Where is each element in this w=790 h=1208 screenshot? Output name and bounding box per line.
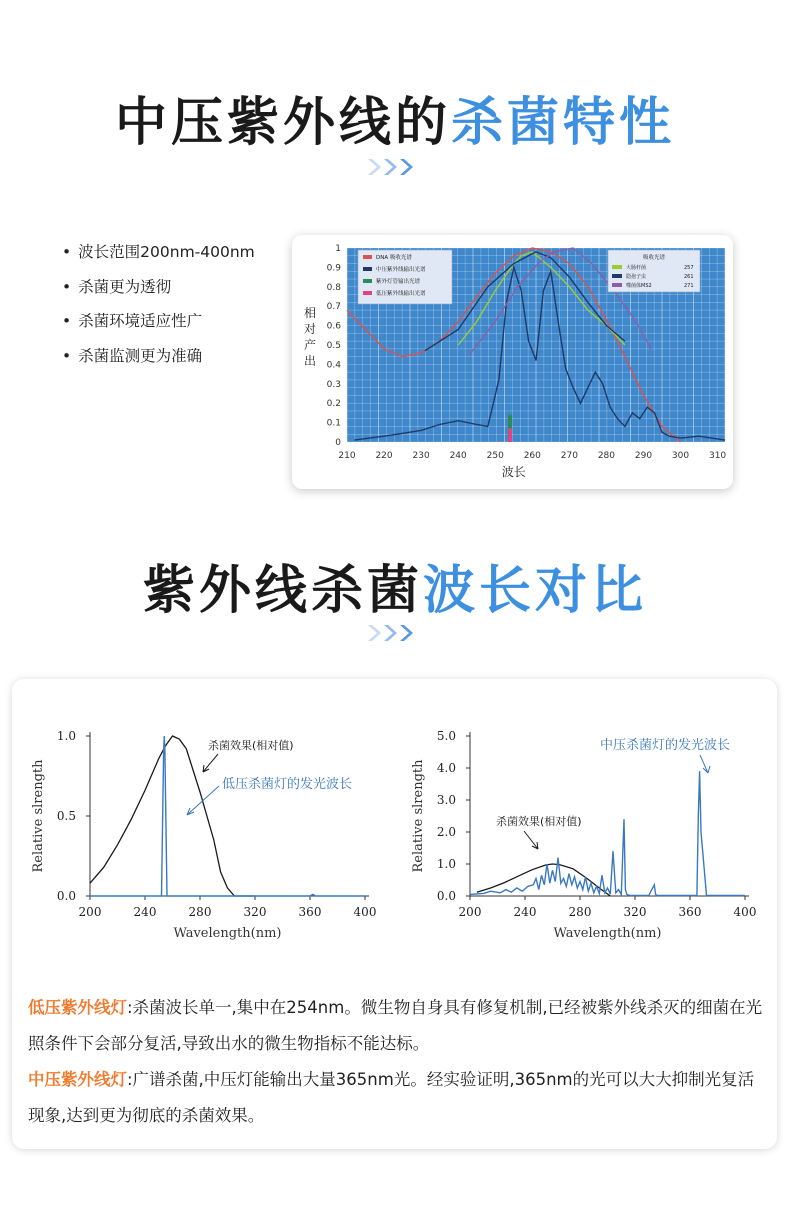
x-tick-label: 210 bbox=[338, 451, 356, 461]
y-tick-label: 0 bbox=[335, 438, 341, 448]
chevron-right-icon bbox=[366, 622, 426, 644]
y-tick-label: 0.8 bbox=[326, 282, 341, 293]
x-tick-label: 320 bbox=[623, 905, 647, 919]
annotation-label: 低压杀菌灯的发光波长 bbox=[222, 777, 353, 792]
x-tick-label: 250 bbox=[486, 451, 504, 461]
x-axis-label: Wavelength(nm) bbox=[173, 926, 282, 941]
y-tick-label: 0.6 bbox=[326, 321, 341, 332]
x-tick-label: 200 bbox=[78, 905, 102, 919]
y-tick-label: 1.0 bbox=[56, 729, 76, 743]
legend-label: 中压紫外线输出光谱 bbox=[376, 267, 426, 273]
x-tick-label: 270 bbox=[560, 451, 578, 461]
legend-swatch bbox=[612, 265, 622, 269]
annotation-arrow bbox=[203, 754, 218, 772]
x-tick-label: 400 bbox=[353, 905, 377, 919]
section-title-characteristics bbox=[0, 80, 790, 155]
description-text: :杀菌波长单一,集中在254nm。微生物自身具有修复机制,已经被紫外线杀灭的细菌在光照条件下会部分复活,导致出水的微生物指标不能达标。 bbox=[28, 998, 763, 1053]
legend bbox=[358, 250, 452, 304]
list-item: • 杀菌监测更为准确 bbox=[62, 344, 255, 379]
chevron-right-icon bbox=[366, 156, 426, 178]
x-axis-label: 波长 bbox=[501, 465, 526, 479]
legend-value: 257 bbox=[684, 265, 694, 271]
x-tick-label: 320 bbox=[243, 905, 267, 919]
list-item: • 杀菌更为透彻 bbox=[62, 275, 255, 310]
x-tick-label: 230 bbox=[412, 451, 430, 461]
x-tick-label: 220 bbox=[375, 451, 393, 461]
y-tick-label: 0.2 bbox=[326, 399, 341, 410]
legend-label: DNA 吸收光谱 bbox=[376, 255, 412, 261]
annotation-label: 中压杀菌灯的发光波长 bbox=[600, 738, 731, 753]
title-blue-part: 杀菌特性 bbox=[451, 93, 676, 153]
x-tick-label: 360 bbox=[678, 905, 702, 919]
x-tick-label: 290 bbox=[634, 451, 653, 461]
x-tick-label: 300 bbox=[671, 451, 690, 461]
spectrum-chart-card bbox=[292, 235, 733, 489]
annotation-arrow bbox=[700, 755, 710, 773]
legend-absorption bbox=[608, 250, 700, 292]
y-tick-label: 0.5 bbox=[56, 809, 76, 823]
x-tick-label: 260 bbox=[523, 451, 541, 461]
y-axis-label-char: 产 bbox=[303, 338, 317, 352]
annotation-arrow bbox=[187, 786, 219, 815]
bar-mark bbox=[508, 428, 512, 442]
y-tick-label: 0.1 bbox=[326, 418, 341, 429]
x-tick-label: 240 bbox=[449, 451, 467, 461]
legend-swatch bbox=[363, 279, 372, 283]
x-tick-label: 280 bbox=[568, 905, 592, 919]
x-tick-label: 240 bbox=[133, 905, 157, 919]
title-blue-part: 波长对比 bbox=[423, 561, 648, 621]
annotation-label: 杀菌效果(相对值) bbox=[496, 815, 582, 828]
medium-pressure-description bbox=[28, 1062, 768, 1134]
series-line bbox=[470, 771, 745, 895]
legend-title: 吸收光谱 bbox=[642, 255, 666, 261]
medium-pressure-chart bbox=[400, 719, 780, 989]
y-tick-label: 3.0 bbox=[436, 793, 456, 807]
legend-value: 261 bbox=[684, 274, 694, 280]
y-tick-label: 0.9 bbox=[326, 263, 341, 274]
y-tick-label: 0.3 bbox=[326, 379, 341, 390]
y-tick-label: 0.7 bbox=[326, 302, 341, 313]
series-line bbox=[90, 736, 255, 896]
section-title-comparison bbox=[0, 548, 790, 623]
low-pressure-chart bbox=[20, 719, 390, 989]
annotation-label: 杀菌效果(相对值) bbox=[208, 739, 294, 752]
x-tick-label: 310 bbox=[708, 451, 727, 461]
y-tick-label: 0.0 bbox=[56, 889, 76, 903]
y-tick-label: 1.0 bbox=[436, 857, 456, 871]
legend-swatch bbox=[612, 283, 622, 287]
y-axis-label-char: 相 bbox=[303, 306, 317, 320]
y-axis-label-char: 对 bbox=[303, 322, 317, 336]
legend-label: 紫外灯管输出光谱 bbox=[376, 279, 421, 285]
legend-label: 噬菌体MS2 bbox=[626, 283, 652, 289]
list-item: • 波长范围200nm-400nm bbox=[62, 240, 255, 275]
spectrum-chart bbox=[292, 235, 733, 489]
low-pressure-description bbox=[28, 990, 768, 1062]
legend-label: 大肠杆菌 bbox=[626, 265, 647, 271]
y-axis-label: Relative slrength bbox=[411, 759, 426, 873]
y-axis-label: Relative slrength bbox=[31, 759, 46, 873]
legend-swatch bbox=[363, 291, 372, 295]
description-keyword: 低压紫外线灯 bbox=[28, 998, 127, 1017]
description-keyword: 中压紫外线灯 bbox=[28, 1070, 127, 1089]
title-dark-part: 紫外线杀菌 bbox=[142, 561, 423, 621]
bar-mark bbox=[508, 415, 512, 429]
legend-swatch bbox=[612, 274, 622, 278]
legend-swatch bbox=[363, 255, 372, 259]
feature-list bbox=[62, 240, 255, 378]
x-tick-label: 280 bbox=[597, 451, 616, 461]
y-tick-label: 0.5 bbox=[326, 341, 341, 351]
x-tick-label: 240 bbox=[513, 905, 537, 919]
y-tick-label: 1 bbox=[335, 244, 341, 254]
list-item: • 杀菌环境适应性广 bbox=[62, 309, 255, 344]
legend-label: 低压紫外线输出光谱 bbox=[376, 291, 426, 297]
y-tick-label: 0.4 bbox=[326, 360, 341, 371]
legend-label: 隐孢子虫 bbox=[626, 274, 647, 280]
x-axis-label: Wavelength(nm) bbox=[553, 926, 662, 941]
y-tick-label: 5.0 bbox=[436, 729, 456, 743]
annotation-arrow bbox=[524, 831, 538, 849]
x-tick-label: 200 bbox=[458, 905, 482, 919]
x-tick-label: 280 bbox=[188, 905, 212, 919]
legend-swatch bbox=[363, 267, 372, 271]
title-dark-part: 中压紫外线的 bbox=[114, 93, 451, 153]
legend-value: 271 bbox=[684, 283, 694, 289]
y-tick-label: 0.0 bbox=[436, 889, 456, 903]
series-line bbox=[90, 736, 365, 896]
x-tick-label: 360 bbox=[298, 905, 322, 919]
y-tick-label: 2.0 bbox=[436, 825, 456, 839]
y-tick-label: 4.0 bbox=[436, 761, 456, 775]
description-text: :广谱杀菌,中压灯能输出大量365nm光。经实验证明,365nm的光可以大大抑制光复活现象,达到更为彻底的杀菌效果。 bbox=[28, 1070, 755, 1125]
y-axis-label-char: 出 bbox=[303, 354, 317, 368]
x-tick-label: 400 bbox=[733, 905, 757, 919]
